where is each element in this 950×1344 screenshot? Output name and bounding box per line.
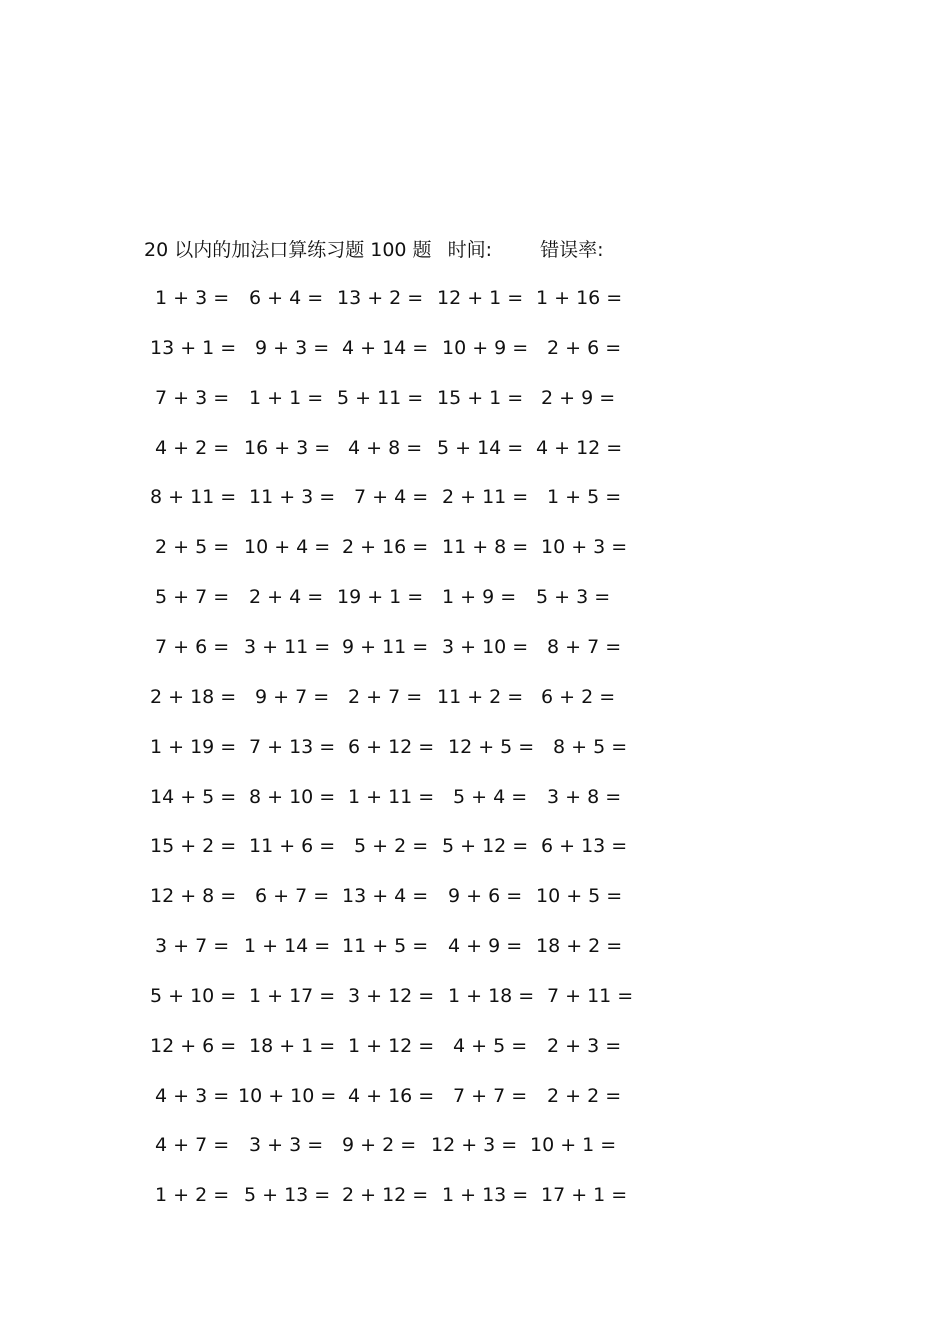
- problem-item: 11 + 3 =: [249, 486, 336, 508]
- error-rate-label: 错误率:: [540, 239, 604, 261]
- problem-item: 6 + 4 =: [249, 287, 324, 309]
- problem-item: 6 + 12 =: [348, 736, 435, 758]
- problem-item: 17 + 1 =: [541, 1184, 628, 1206]
- problem-item: 2 + 5 =: [155, 536, 230, 558]
- problem-item: 9 + 3 =: [255, 337, 330, 359]
- problem-item: 3 + 3 =: [249, 1134, 324, 1156]
- problem-item: 15 + 2 =: [150, 835, 237, 857]
- problem-item: 3 + 8 =: [547, 786, 622, 808]
- problem-item: 6 + 2 =: [541, 686, 616, 708]
- problem-item: 12 + 6 =: [150, 1035, 237, 1057]
- problem-item: 5 + 13 =: [244, 1184, 331, 1206]
- time-label: 时间:: [447, 239, 493, 261]
- problem-item: 5 + 12 =: [442, 835, 529, 857]
- problem-item: 10 + 3 =: [541, 536, 628, 558]
- problem-item: 2 + 6 =: [547, 337, 622, 359]
- problem-item: 7 + 11 =: [547, 985, 634, 1007]
- problem-item: 7 + 7 =: [453, 1085, 528, 1107]
- problem-item: 13 + 4 =: [342, 885, 429, 907]
- problem-item: 12 + 5 =: [448, 736, 535, 758]
- problem-item: 1 + 3 =: [155, 287, 230, 309]
- problem-item: 7 + 3 =: [155, 387, 230, 409]
- problem-item: 18 + 2 =: [536, 935, 623, 957]
- problem-item: 8 + 11 =: [150, 486, 237, 508]
- problem-item: 16 + 3 =: [244, 437, 331, 459]
- problem-item: 14 + 5 =: [150, 786, 237, 808]
- problem-item: 15 + 1 =: [437, 387, 524, 409]
- problem-item: 1 + 1 =: [249, 387, 324, 409]
- problem-item: 8 + 5 =: [553, 736, 628, 758]
- worksheet-title: 20 以内的加法口算练习题 100 题: [144, 239, 432, 261]
- problem-item: 12 + 1 =: [437, 287, 524, 309]
- problem-item: 13 + 1 =: [150, 337, 237, 359]
- problem-item: 11 + 6 =: [249, 835, 336, 857]
- problem-item: 10 + 9 =: [442, 337, 529, 359]
- problem-item: 10 + 5 =: [536, 885, 623, 907]
- problem-item: 1 + 13 =: [442, 1184, 529, 1206]
- problem-item: 10 + 1 =: [530, 1134, 617, 1156]
- problem-item: 9 + 11 =: [342, 636, 429, 658]
- problem-item: 4 + 16 =: [348, 1085, 435, 1107]
- problem-item: 5 + 4 =: [453, 786, 528, 808]
- problem-item: 3 + 12 =: [348, 985, 435, 1007]
- problem-item: 5 + 11 =: [337, 387, 424, 409]
- problem-item: 7 + 13 =: [249, 736, 336, 758]
- problem-item: 1 + 14 =: [244, 935, 331, 957]
- problem-item: 1 + 17 =: [249, 985, 336, 1007]
- problem-item: 3 + 11 =: [244, 636, 331, 658]
- problem-item: 1 + 9 =: [442, 586, 517, 608]
- problem-item: 7 + 6 =: [155, 636, 230, 658]
- problem-item: 11 + 2 =: [437, 686, 524, 708]
- problem-item: 2 + 11 =: [442, 486, 529, 508]
- problem-item: 10 + 4 =: [244, 536, 331, 558]
- problem-item: 1 + 12 =: [348, 1035, 435, 1057]
- problem-item: 2 + 2 =: [547, 1085, 622, 1107]
- problem-item: 2 + 4 =: [249, 586, 324, 608]
- problem-item: 11 + 8 =: [442, 536, 529, 558]
- problem-item: 5 + 2 =: [354, 835, 429, 857]
- problem-item: 5 + 10 =: [150, 985, 237, 1007]
- problem-item: 5 + 3 =: [536, 586, 611, 608]
- problem-item: 1 + 16 =: [536, 287, 623, 309]
- problem-item: 2 + 7 =: [348, 686, 423, 708]
- problem-item: 3 + 10 =: [442, 636, 529, 658]
- problem-item: 9 + 6 =: [448, 885, 523, 907]
- problem-item: 1 + 18 =: [448, 985, 535, 1007]
- problem-item: 1 + 11 =: [348, 786, 435, 808]
- problem-item: 8 + 7 =: [547, 636, 622, 658]
- problem-item: 6 + 7 =: [255, 885, 330, 907]
- problem-item: 12 + 3 =: [431, 1134, 518, 1156]
- problem-item: 12 + 8 =: [150, 885, 237, 907]
- problem-item: 2 + 3 =: [547, 1035, 622, 1057]
- problem-item: 2 + 16 =: [342, 536, 429, 558]
- problem-item: 2 + 9 =: [541, 387, 616, 409]
- problem-item: 4 + 3 =: [155, 1085, 230, 1107]
- problem-item: 8 + 10 =: [249, 786, 336, 808]
- problem-item: 6 + 13 =: [541, 835, 628, 857]
- problem-item: 1 + 5 =: [547, 486, 622, 508]
- problem-item: 11 + 5 =: [342, 935, 429, 957]
- problem-item: 3 + 7 =: [155, 935, 230, 957]
- problem-item: 1 + 2 =: [155, 1184, 230, 1206]
- problem-item: 9 + 2 =: [342, 1134, 417, 1156]
- problem-item: 9 + 7 =: [255, 686, 330, 708]
- problem-item: 4 + 12 =: [536, 437, 623, 459]
- problem-item: 5 + 7 =: [155, 586, 230, 608]
- problem-item: 2 + 12 =: [342, 1184, 429, 1206]
- problem-item: 4 + 8 =: [348, 437, 423, 459]
- problem-item: 2 + 18 =: [150, 686, 237, 708]
- problem-item: 4 + 14 =: [342, 337, 429, 359]
- problem-item: 1 + 19 =: [150, 736, 237, 758]
- problem-item: 4 + 7 =: [155, 1134, 230, 1156]
- problem-item: 4 + 2 =: [155, 437, 230, 459]
- problem-item: 5 + 14 =: [437, 437, 524, 459]
- problem-item: 13 + 2 =: [337, 287, 424, 309]
- problem-item: 4 + 9 =: [448, 935, 523, 957]
- problem-item: 10 + 10 =: [238, 1085, 337, 1107]
- problem-item: 18 + 1 =: [249, 1035, 336, 1057]
- problem-item: 7 + 4 =: [354, 486, 429, 508]
- problem-item: 4 + 5 =: [453, 1035, 528, 1057]
- problem-item: 19 + 1 =: [337, 586, 424, 608]
